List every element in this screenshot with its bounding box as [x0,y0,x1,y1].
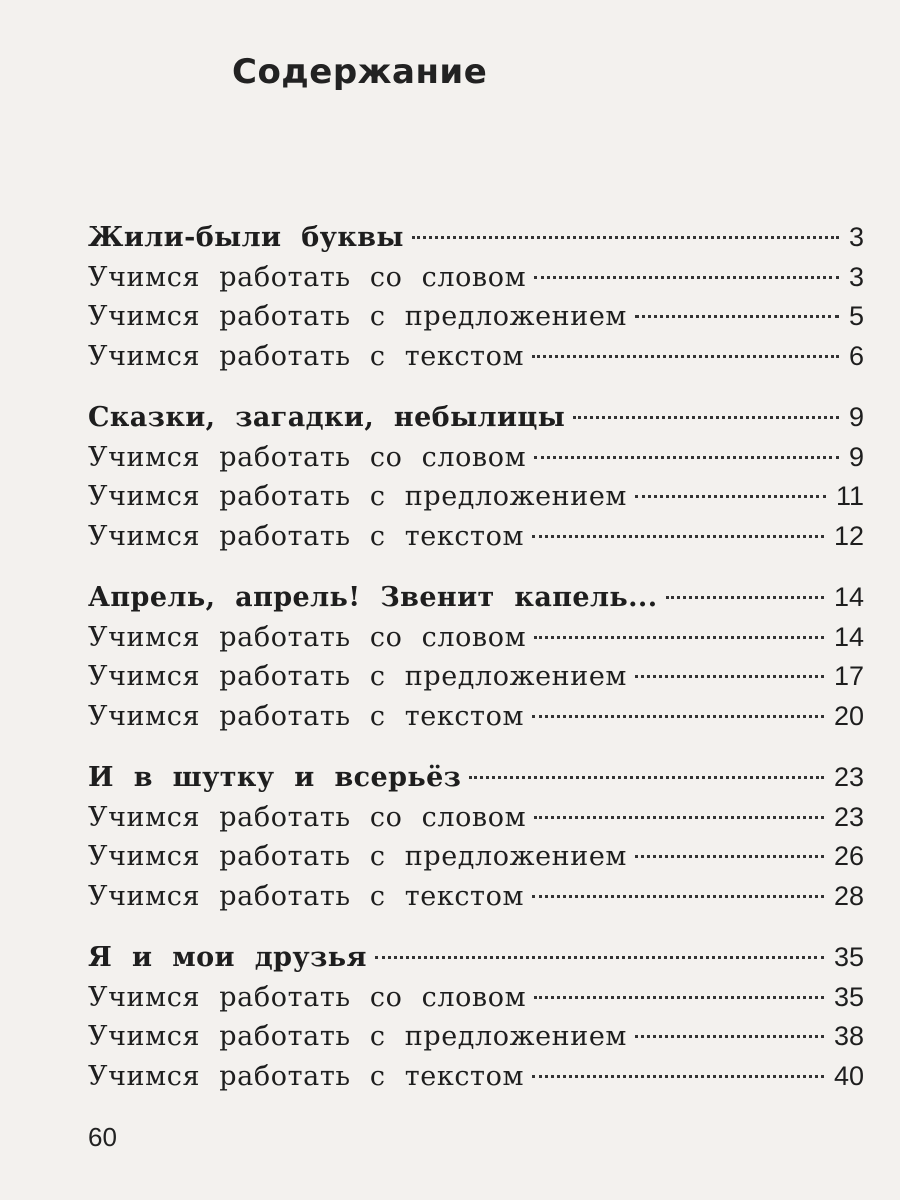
toc-item[interactable] [88,438,864,478]
dot-leader [534,996,824,999]
toc-page-number: 40 [833,1060,864,1091]
toc-page-number: 35 [833,981,864,1012]
dot-leader [534,276,839,279]
toc-page-number: 26 [833,841,864,871]
toc-item[interactable] [88,337,864,377]
toc-item-label: Учимся работать с предложением [88,301,628,332]
toc-item[interactable] [88,297,864,337]
dot-leader [534,456,839,459]
toc-page-number: 9 [848,441,864,472]
toc-heading[interactable] [88,218,864,258]
dot-leader [635,315,839,318]
toc-section [88,938,864,1096]
toc-page-number: 23 [833,801,864,832]
dot-leader [532,1075,824,1078]
toc-page-number: 3 [848,261,864,292]
toc-item-label: Учимся работать со словом [88,981,527,1013]
toc-item-label: Учимся работать с предложением [88,841,628,872]
toc-page-number: 38 [833,1021,864,1051]
toc-item[interactable] [88,837,864,877]
dot-leader [532,355,839,358]
toc-section [88,758,864,916]
dot-leader [412,236,839,239]
toc-item[interactable] [88,877,864,917]
toc-item[interactable] [88,258,864,298]
dot-leader [666,596,824,599]
toc-heading[interactable] [88,578,864,618]
toc-heading-label: Жили-были буквы [88,222,404,253]
toc-heading[interactable] [88,938,864,978]
toc-item-label: Учимся работать со словом [88,621,527,653]
dot-leader [635,855,824,858]
dot-leader [375,956,824,959]
toc-page-number: 28 [833,880,864,911]
toc-page-number: 17 [833,661,864,691]
toc-item[interactable] [88,657,864,697]
toc-item[interactable] [88,1017,864,1057]
toc-page-number: 5 [848,301,864,331]
toc-item-label: Учимся работать с текстом [88,700,525,732]
toc-item[interactable] [88,477,864,517]
toc-item-label: Учимся работать с текстом [88,880,525,912]
toc-section [88,398,864,556]
toc-item-label: Учимся работать с текстом [88,520,525,552]
toc-item[interactable] [88,618,864,658]
table-of-contents [88,218,864,1118]
toc-page-number: 35 [833,942,864,972]
toc-heading[interactable] [88,398,864,438]
toc-page-number: 6 [848,340,864,371]
toc-heading[interactable] [88,758,864,798]
page-title: Содержание [232,52,488,92]
dot-leader [635,675,824,678]
dot-leader [532,895,824,898]
toc-heading-label: Апрель, апрель! Звенит капель... [88,582,658,613]
toc-page-number: 23 [833,762,864,792]
dot-leader [573,416,839,419]
toc-section [88,218,864,376]
toc-item-label: Учимся работать с предложением [88,661,628,692]
toc-item-label: Учимся работать с предложением [88,1021,628,1052]
toc-item-label: Учимся работать со словом [88,801,527,833]
toc-item[interactable] [88,798,864,838]
dot-leader [635,1035,824,1038]
toc-item-label: Учимся работать с текстом [88,1060,525,1092]
dot-leader [532,535,824,538]
toc-item-label: Учимся работать с текстом [88,340,525,372]
toc-item[interactable] [88,697,864,737]
toc-item-label: Учимся работать со словом [88,261,527,293]
dot-leader [534,636,824,639]
toc-page-number: 20 [833,700,864,731]
toc-item[interactable] [88,517,864,557]
toc-page-number: 3 [848,222,864,252]
page-number: 60 [88,1122,117,1152]
toc-page-number: 14 [833,621,864,652]
toc-item-label: Учимся работать со словом [88,441,527,473]
toc-page-number: 12 [833,520,864,551]
dot-leader [534,816,824,819]
toc-page-number: 9 [848,402,864,432]
toc-item[interactable] [88,1057,864,1097]
toc-section [88,578,864,736]
toc-item-label: Учимся работать с предложением [88,481,628,512]
dot-leader [469,776,824,779]
toc-page-number: 14 [833,582,864,612]
toc-heading-label: Я и мои друзья [88,942,367,973]
toc-item[interactable] [88,978,864,1018]
dot-leader [635,495,826,498]
toc-heading-label: Сказки, загадки, небылицы [88,402,566,433]
dot-leader [532,715,824,718]
toc-page-number: 11 [835,481,864,511]
toc-heading-label: И в шутку и всерьёз [88,762,462,793]
